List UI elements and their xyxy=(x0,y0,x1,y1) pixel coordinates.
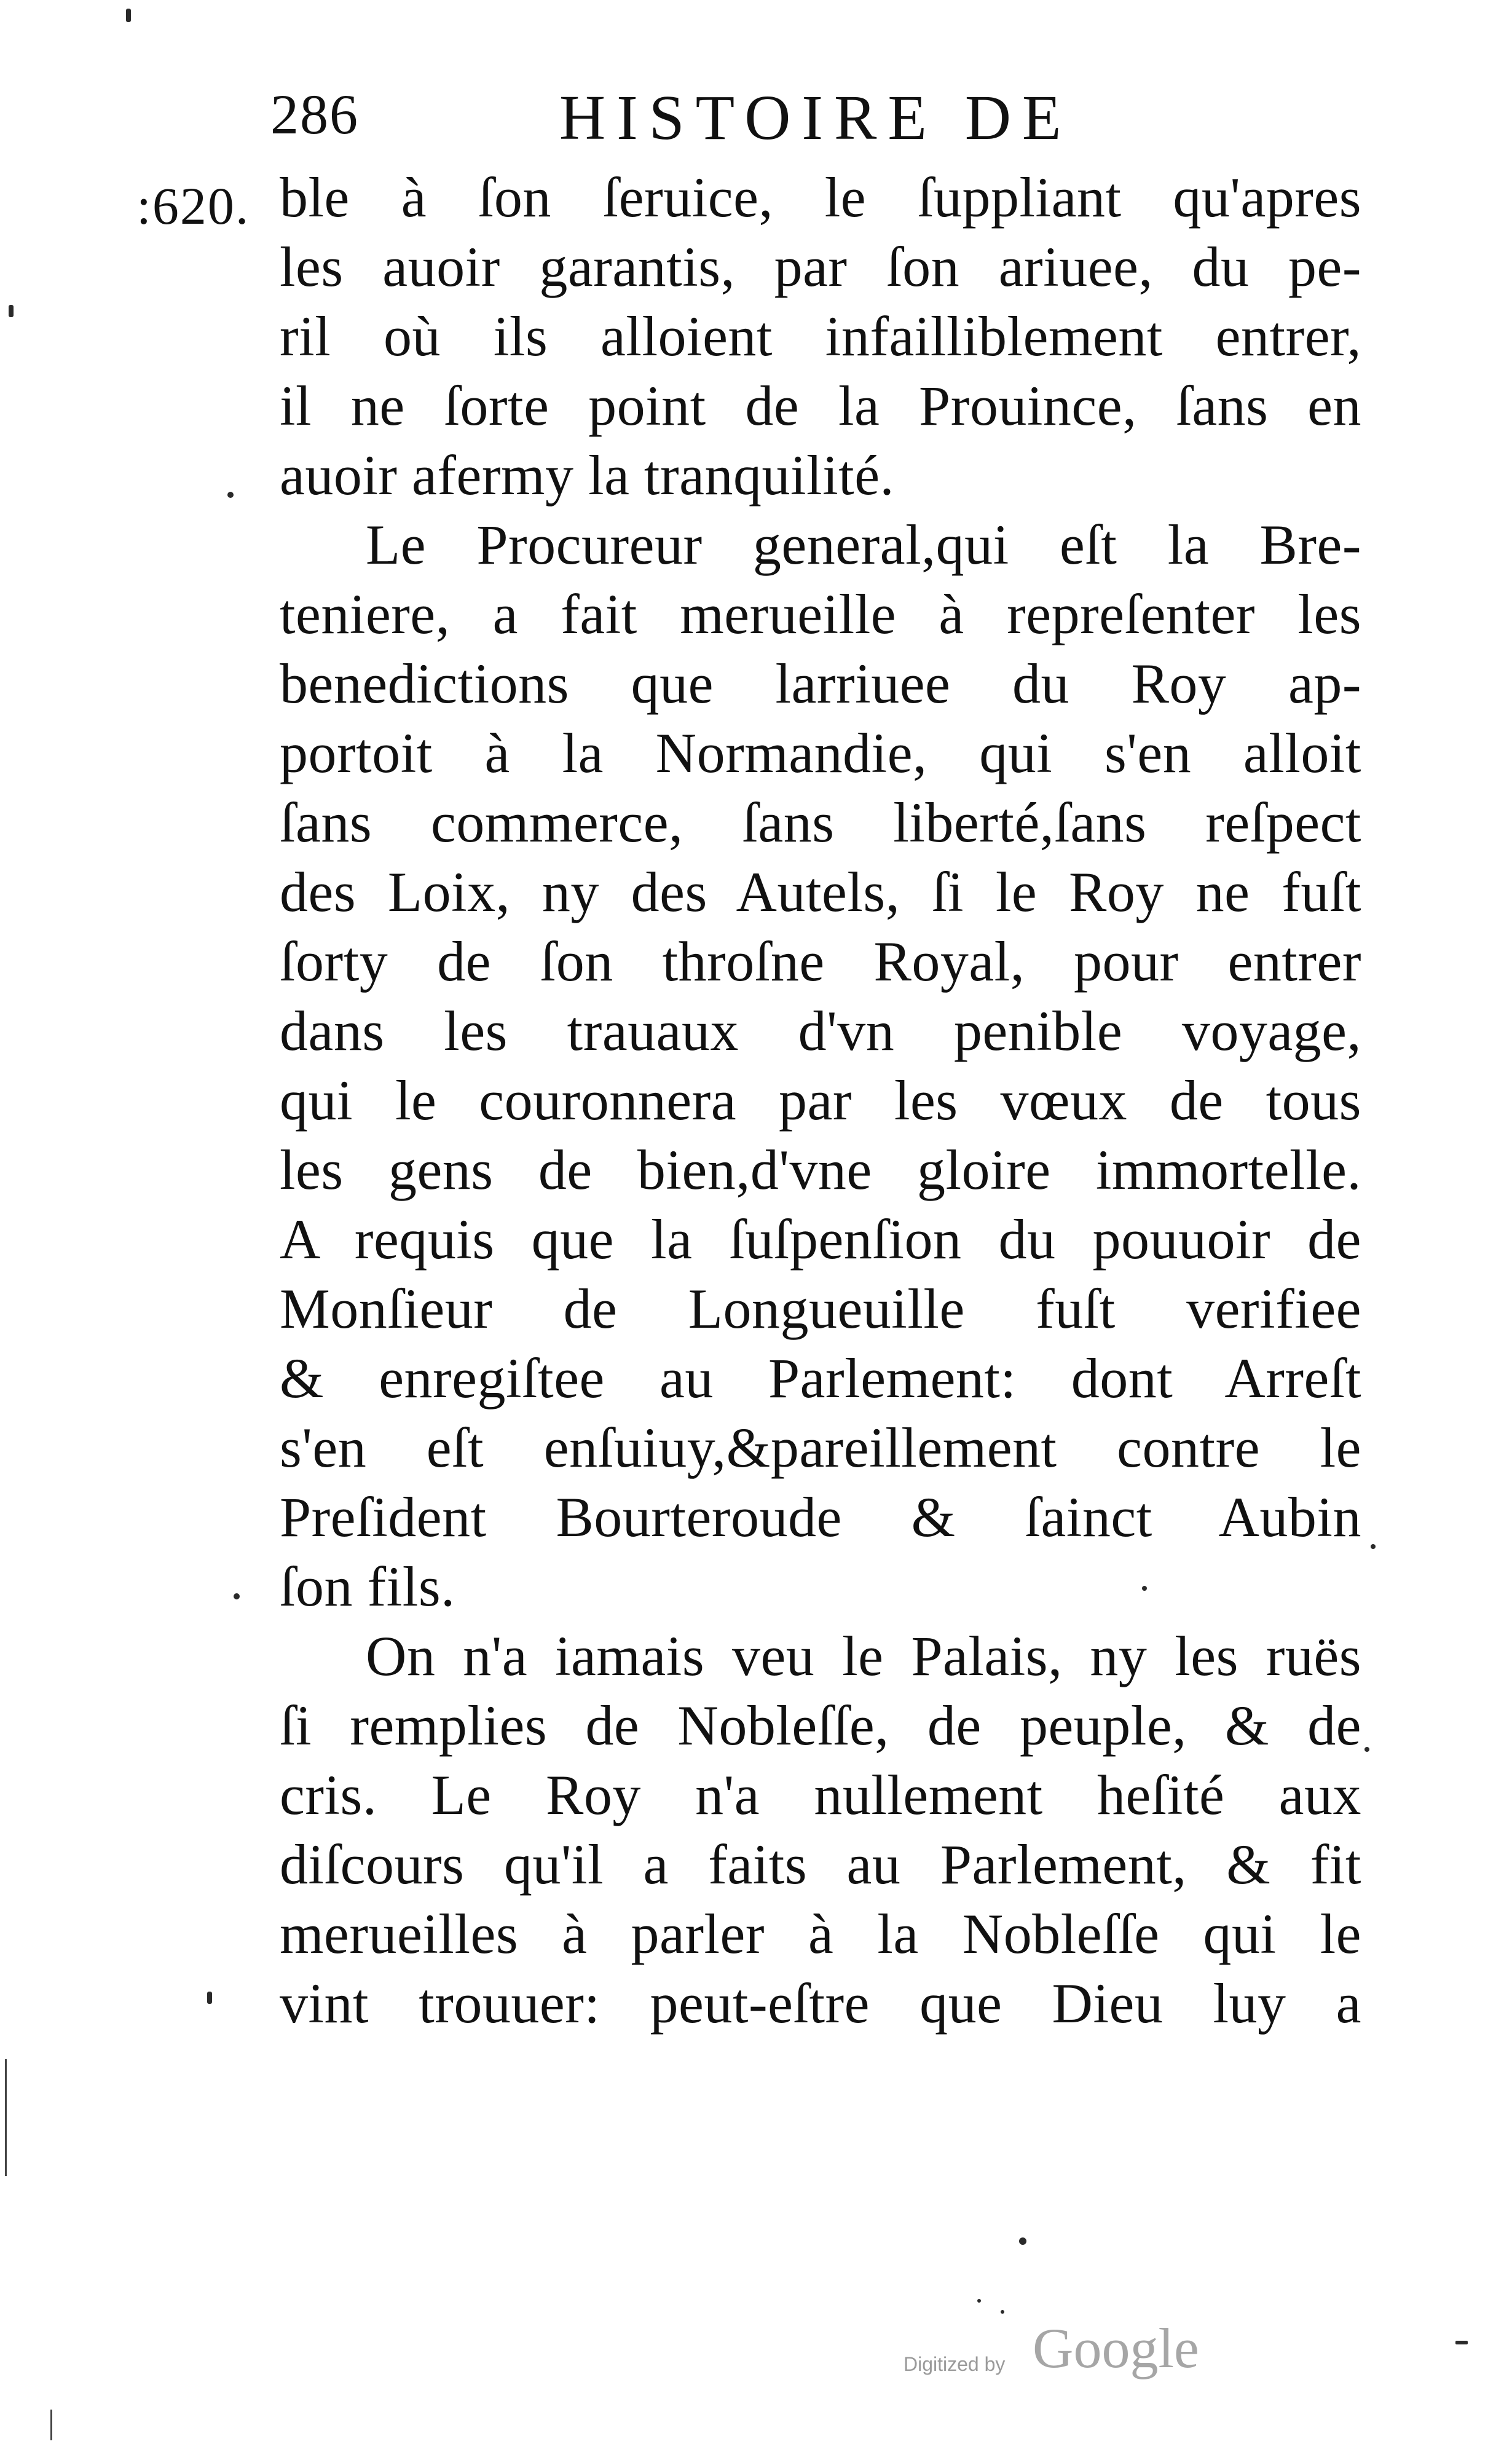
text-line: auoir afermy la tranquilité. xyxy=(280,444,895,507)
text-line: vint trouuer: peut-eſtre que Dieu luy a xyxy=(280,1972,1361,2035)
text-line: ſorty de ſon throſne Royal, pour entrer xyxy=(280,930,1361,993)
paragraph-3 xyxy=(280,1622,1361,2038)
google-digitized-watermark xyxy=(904,2317,1248,2391)
text-line: qui le couronnera par les vœux de tous xyxy=(280,1069,1361,1132)
text-line: s'en eſt enſuiuy,&pareillement contre le xyxy=(280,1416,1361,1479)
ink-speck xyxy=(9,305,14,317)
text-line: ſon fils. xyxy=(280,1555,455,1618)
ink-speck xyxy=(1019,2237,1026,2245)
paragraph-2 xyxy=(280,510,1361,1622)
text-line: des Loix, ny des Autels, ſi le Roy ne fuſt xyxy=(280,861,1361,923)
text-line: portoit à la Normandie, qui s'en alloit xyxy=(280,722,1361,784)
text-line: A requis que la ſuſpenſion du pouuoir de xyxy=(280,1208,1361,1271)
text-line: ril où ils alloient infailliblement entrer, xyxy=(280,305,1361,368)
text-line: & enregiſtee au Parlement: dont Arreſt xyxy=(280,1347,1361,1409)
ink-speck xyxy=(227,492,234,498)
text-line: merueilles à parler à la Nobleſſe qui le xyxy=(280,1902,1361,1965)
text-line: il ne ſorte point de la Prouince, ſans en xyxy=(280,374,1361,437)
ink-speck xyxy=(234,1593,240,1599)
text-line: diſcours qu'il a faits au Parlement, & fit xyxy=(280,1833,1361,1896)
ink-speck xyxy=(1001,2310,1004,2314)
text-line: les gens de bien,d'vne gloire immortelle. xyxy=(280,1138,1361,1201)
ink-speck xyxy=(1142,1586,1147,1591)
ink-speck xyxy=(1371,1544,1376,1549)
text-line: benedictions que larriuee du Roy ap- xyxy=(280,652,1361,715)
scan-edge-line xyxy=(50,2410,52,2440)
paragraph-1 xyxy=(280,163,1361,510)
text-line: ſans commerce, ſans liberté,ſans reſpect xyxy=(280,791,1361,854)
ink-speck xyxy=(1364,1747,1369,1752)
ink-speck xyxy=(1455,2341,1468,2344)
text-line: Le Procureur general,qui eſt la Bre- xyxy=(366,513,1361,576)
ink-speck xyxy=(207,1992,212,2004)
text-line: teniere, a fait merueille à repreſenter les xyxy=(280,583,1361,645)
google-logo-text: Google xyxy=(1033,2317,1199,2379)
text-line: On n'a iamais veu le Palais, ny les ruës xyxy=(366,1625,1361,1687)
text-line: ble à ſon ſeruice, le ſuppliant qu'apres xyxy=(280,166,1361,229)
body-text xyxy=(280,163,1361,2038)
text-line: ſi remplies de Nobleſſe, de peuple, & de xyxy=(280,1694,1361,1757)
ink-speck xyxy=(977,2299,981,2303)
text-line: Monſieur de Longueuille fuſt verifiee xyxy=(280,1277,1361,1340)
text-line: dans les trauaux d'vn penible voyage, xyxy=(280,999,1361,1062)
ink-speck xyxy=(126,9,131,22)
page-header xyxy=(264,74,1156,160)
text-line: cris. Le Roy n'a nullement heſité aux xyxy=(280,1764,1361,1826)
running-head: HISTOIRE DE xyxy=(559,82,1073,153)
page-number: 286 xyxy=(270,83,359,146)
scan-edge-line xyxy=(5,2059,7,2176)
text-line: les auoir garantis, par ſon ariuee, du pe- xyxy=(280,235,1361,298)
margin-year-note: :620. xyxy=(136,176,250,235)
digitized-by-label: Digitized by xyxy=(904,2353,1006,2375)
text-line: Preſident Bourteroude & ſainct Aubin xyxy=(280,1486,1361,1548)
